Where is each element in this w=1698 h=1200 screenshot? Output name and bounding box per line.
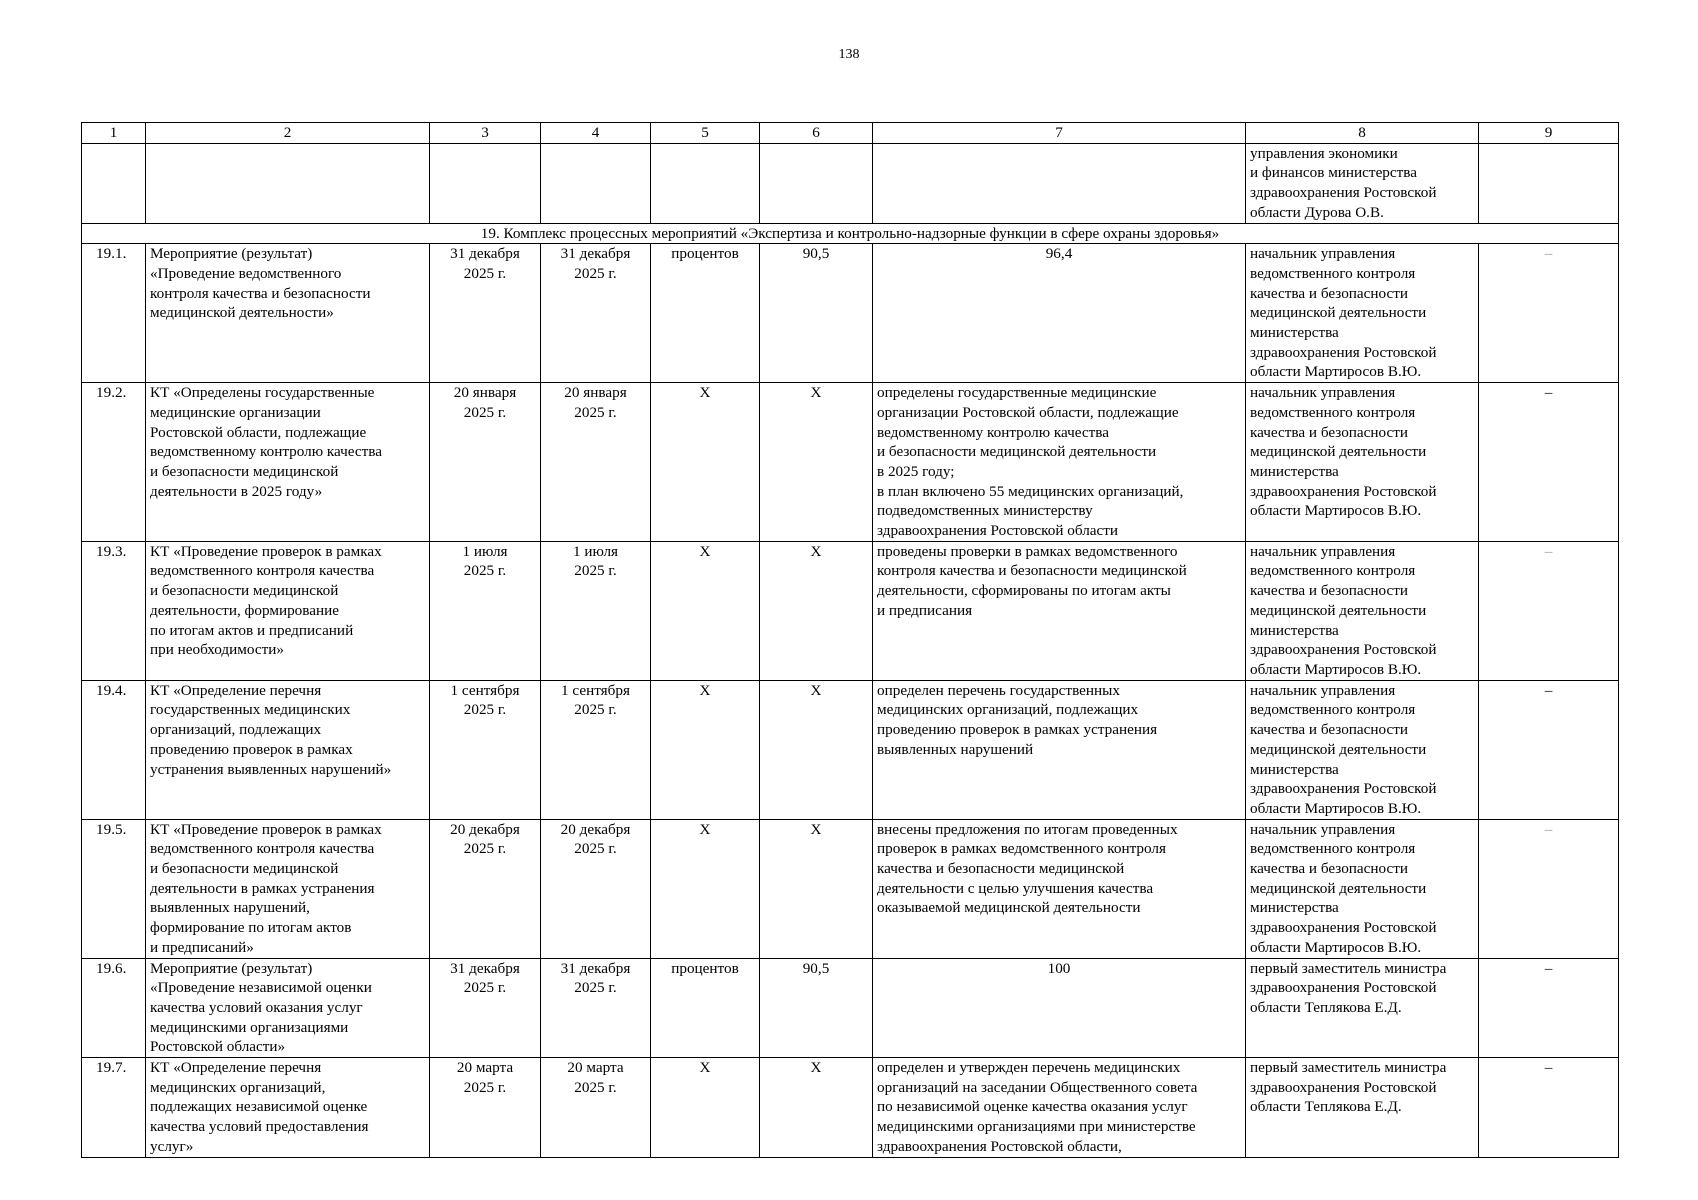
unit: Х bbox=[651, 383, 760, 542]
start-date: 31 декабря 2025 г. bbox=[430, 958, 541, 1058]
empty-cell bbox=[146, 143, 430, 223]
plan-value: Х bbox=[760, 541, 873, 680]
end-date: 20 декабря 2025 г. bbox=[541, 819, 651, 958]
start-date: 1 сентября 2025 г. bbox=[430, 680, 541, 819]
event-name: КТ «Проведение проверок в рамках ведомственного контроля качества и безопасности медицинской деятельности, формирование по итогам актов и предписаний при необходимости» bbox=[146, 541, 430, 680]
column-number: 8 bbox=[1246, 123, 1479, 144]
empty-cell bbox=[430, 143, 541, 223]
fact-value: определен и утвержден перечень медицинских организаций на заседании Общественного совета по независимой оценке качества оказания услуг медицинскими организациями при министерстве здравоохранения Ростовской области, bbox=[873, 1058, 1246, 1158]
column-number: 6 bbox=[760, 123, 873, 144]
responsible-cell: начальник управления ведомственного контроля качества и безопасности медицинской деятельности министерства здравоохранения Ростовской области Мартиросов В.Ю. bbox=[1246, 244, 1479, 383]
responsible-cell: начальник управления ведомственного контроля качества и безопасности медицинской деятельности министерства здравоохранения Ростовской области Мартиросов В.Ю. bbox=[1246, 541, 1479, 680]
row-number: 19.5. bbox=[82, 819, 146, 958]
responsible-cell: начальник управления ведомственного контроля качества и безопасности медицинской деятельности министерства здравоохранения Ростовской области Мартиросов В.Ю. bbox=[1246, 383, 1479, 542]
empty-cell bbox=[873, 143, 1246, 223]
empty-cell bbox=[651, 143, 760, 223]
table-row bbox=[82, 244, 1619, 383]
column-number: 1 bbox=[82, 123, 146, 144]
unit: Х bbox=[651, 819, 760, 958]
end-date: 1 сентября 2025 г. bbox=[541, 680, 651, 819]
unit: процентов bbox=[651, 244, 760, 383]
event-name: КТ «Определение перечня государственных медицинских организаций, подлежащих проведению проверок в рамках устранения выявленных нарушений» bbox=[146, 680, 430, 819]
event-name: Мероприятие (результат) «Проведение независимой оценки качества условий оказания услуг медицинскими организациями Ростовской области» bbox=[146, 958, 430, 1058]
table-row bbox=[82, 541, 1619, 680]
end-date: 20 января 2025 г. bbox=[541, 383, 651, 542]
start-date: 20 марта 2025 г. bbox=[430, 1058, 541, 1158]
plan-value: 90,5 bbox=[760, 958, 873, 1058]
event-name: КТ «Проведение проверок в рамках ведомственного контроля качества и безопасности медицинской деятельности в рамках устранения выявленных нарушений, формирование по итогам актов и предписаний» bbox=[146, 819, 430, 958]
responsible-cell: первый заместитель министра здравоохранения Ростовской области Теплякова Е.Д. bbox=[1246, 958, 1479, 1058]
unit: Х bbox=[651, 1058, 760, 1158]
plan-value: Х bbox=[760, 680, 873, 819]
plan-value: Х bbox=[760, 1058, 873, 1158]
fact-value: 100 bbox=[873, 958, 1246, 1058]
note: – bbox=[1479, 1058, 1619, 1158]
responsible-cell: управления экономики и финансов министерства здравоохранения Ростовской области Дурова О.В. bbox=[1246, 143, 1479, 223]
empty-cell bbox=[82, 143, 146, 223]
end-date: 1 июля 2025 г. bbox=[541, 541, 651, 680]
event-name: Мероприятие (результат) «Проведение ведомственного контроля качества и безопасности медицинской деятельности» bbox=[146, 244, 430, 383]
table-row bbox=[82, 680, 1619, 819]
fact-value: 96,4 bbox=[873, 244, 1246, 383]
end-date: 20 марта 2025 г. bbox=[541, 1058, 651, 1158]
start-date: 20 января 2025 г. bbox=[430, 383, 541, 542]
plan-value: 90,5 bbox=[760, 244, 873, 383]
note: – bbox=[1479, 819, 1619, 958]
empty-cell bbox=[541, 143, 651, 223]
table-row bbox=[82, 1058, 1619, 1158]
fact-value: определен перечень государственных медицинских организаций, подлежащих проведению проверок в рамках устранения выявленных нарушений bbox=[873, 680, 1246, 819]
page-number: 138 bbox=[838, 47, 860, 62]
note: – bbox=[1479, 680, 1619, 819]
row-number: 19.1. bbox=[82, 244, 146, 383]
note: – bbox=[1479, 383, 1619, 542]
table-row bbox=[82, 819, 1619, 958]
column-number: 5 bbox=[651, 123, 760, 144]
column-number: 4 bbox=[541, 123, 651, 144]
results-table bbox=[81, 122, 1619, 1158]
continuation-row bbox=[82, 143, 1619, 223]
row-number: 19.6. bbox=[82, 958, 146, 1058]
fact-value: определены государственные медицинские организации Ростовской области, подлежащие ведомственному контролю качества и безопасности медицинской деятельности в 2025 году; в план включено 55 медицинских организаций, подведомственных министерству здравоохранения Ростовской области bbox=[873, 383, 1246, 542]
note: – bbox=[1479, 244, 1619, 383]
empty-cell bbox=[760, 143, 873, 223]
responsible-cell: начальник управления ведомственного контроля качества и безопасности медицинской деятельности министерства здравоохранения Ростовской области Мартиросов В.Ю. bbox=[1246, 819, 1479, 958]
fact-value: внесены предложения по итогам проведенных проверок в рамках ведомственного контроля качества и безопасности медицинской деятельности с целью улучшения качества оказываемой медицинской деятельности bbox=[873, 819, 1246, 958]
row-number: 19.7. bbox=[82, 1058, 146, 1158]
fact-value: проведены проверки в рамках ведомственного контроля качества и безопасности медицинской деятельности, сформированы по итогам акты и предписания bbox=[873, 541, 1246, 680]
note: – bbox=[1479, 958, 1619, 1058]
event-name: КТ «Определение перечня медицинских организаций, подлежащих независимой оценке качества условий предоставления услуг» bbox=[146, 1058, 430, 1158]
responsible-cell: первый заместитель министра здравоохранения Ростовской области Теплякова Е.Д. bbox=[1246, 1058, 1479, 1158]
section-title: 19. Комплекс процессных мероприятий «Экспертиза и контрольно-надзорные функции в сфере охраны здоровья» bbox=[82, 223, 1619, 244]
row-number: 19.2. bbox=[82, 383, 146, 542]
unit: Х bbox=[651, 541, 760, 680]
row-number: 19.3. bbox=[82, 541, 146, 680]
plan-value: Х bbox=[760, 819, 873, 958]
column-number: 3 bbox=[430, 123, 541, 144]
note: – bbox=[1479, 541, 1619, 680]
responsible-cell: начальник управления ведомственного контроля качества и безопасности медицинской деятельности министерства здравоохранения Ростовской области Мартиросов В.Ю. bbox=[1246, 680, 1479, 819]
section-header-row bbox=[82, 223, 1619, 244]
empty-cell bbox=[1479, 143, 1619, 223]
start-date: 31 декабря 2025 г. bbox=[430, 244, 541, 383]
start-date: 20 декабря 2025 г. bbox=[430, 819, 541, 958]
start-date: 1 июля 2025 г. bbox=[430, 541, 541, 680]
column-number: 7 bbox=[873, 123, 1246, 144]
column-number: 9 bbox=[1479, 123, 1619, 144]
table-row bbox=[82, 383, 1619, 542]
unit: Х bbox=[651, 680, 760, 819]
column-number: 2 bbox=[146, 123, 430, 144]
row-number: 19.4. bbox=[82, 680, 146, 819]
plan-value: Х bbox=[760, 383, 873, 542]
unit: процентов bbox=[651, 958, 760, 1058]
event-name: КТ «Определены государственные медицинские организации Ростовской области, подлежащие ведомственному контролю качества и безопасности медицинской деятельности в 2025 году» bbox=[146, 383, 430, 542]
table-row bbox=[82, 958, 1619, 1058]
end-date: 31 декабря 2025 г. bbox=[541, 244, 651, 383]
column-number-header bbox=[82, 123, 1619, 144]
end-date: 31 декабря 2025 г. bbox=[541, 958, 651, 1058]
